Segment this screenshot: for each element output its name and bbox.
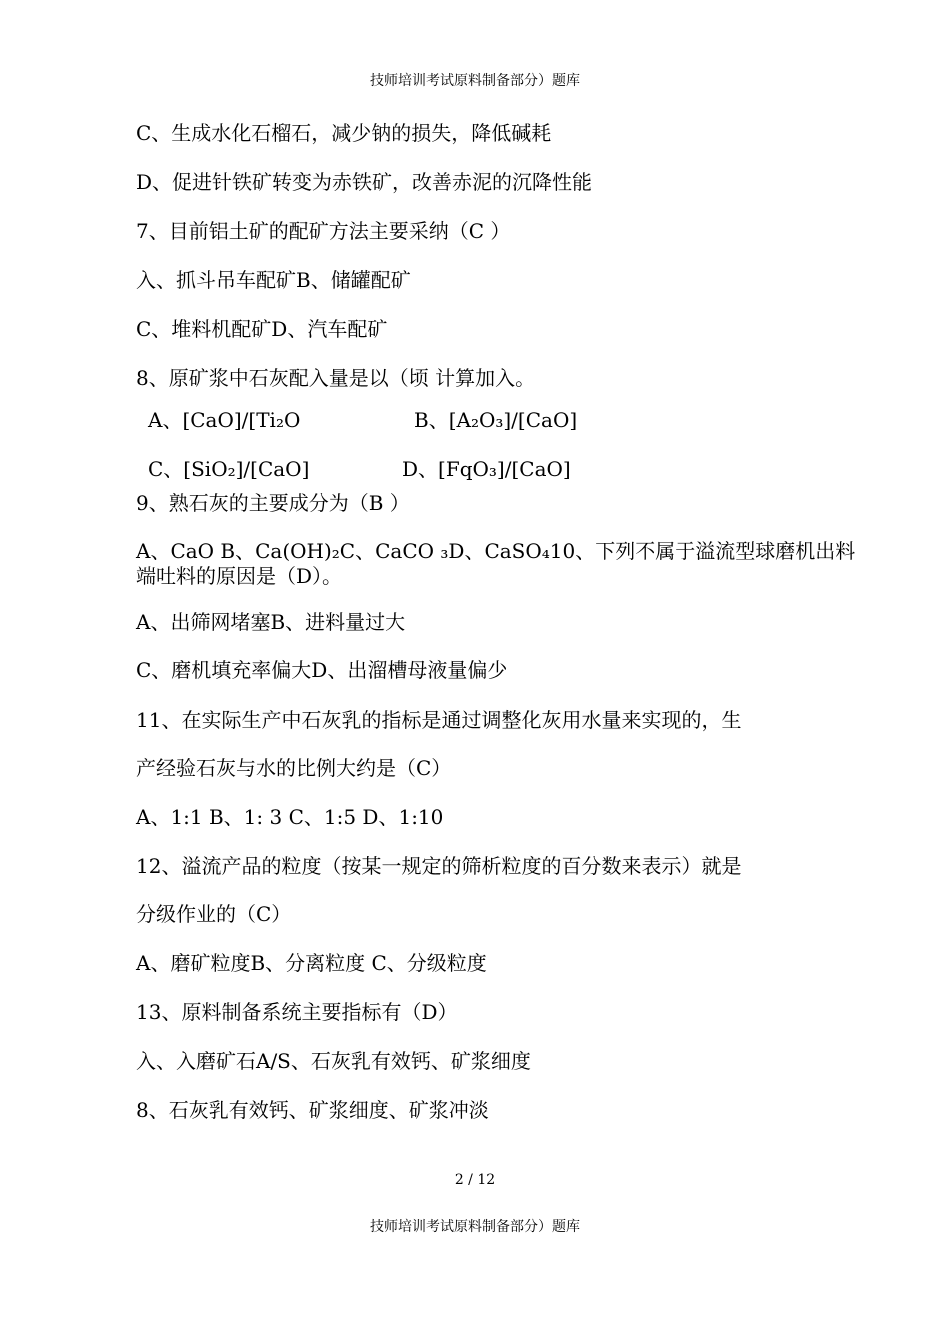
question-line: 端吐料的原因是（D）。	[136, 564, 343, 588]
question-line: 8、原矿浆中石灰配入量是以（顷 计算加入。	[136, 366, 536, 390]
option-line: A、出筛网堵塞B、进料量过大	[136, 610, 406, 634]
question-line: 产经验石灰与水的比例大约是（C）	[136, 756, 452, 780]
option-d: D、[FqO₃]/[CaO]	[402, 457, 571, 481]
option-line: A、CaO B、Ca(OH)₂C、CaCO ₃D、CaSO₄10、下列不属于溢流型球磨机出料	[136, 539, 856, 563]
page-footer: 技师培训考试原料制备部分）题库	[370, 1219, 580, 1235]
page-header: 技师培训考试原料制备部分）题库	[370, 73, 580, 89]
option-line: D、促进针铁矿转变为赤铁矿，改善赤泥的沉降性能	[136, 170, 593, 194]
option-line: C、磨机填充率偏大D、出溜槽母液量偏少	[136, 658, 508, 682]
question-line: 11、在实际生产中石灰乳的指标是通过调整化灰用水量来实现的，生	[136, 708, 742, 732]
question-line: 13、原料制备系统主要指标有（D）	[136, 1000, 458, 1024]
option-line: A、1:1 B、1: 3 C、1:5 D、1:10	[136, 805, 444, 829]
option-line: 8、石灰乳有效钙、矿浆细度、矿浆冲淡	[136, 1098, 489, 1122]
page-number: 2 / 12	[454, 1172, 496, 1188]
option-line: C、堆料机配矿D、汽车配矿	[136, 317, 388, 341]
question-line: 9、熟石灰的主要成分为（B ）	[136, 491, 410, 515]
option-a: A、[CaO]/[Ti₂O	[148, 408, 301, 432]
option-b: B、[A₂O₃]/[CaO]	[414, 408, 578, 432]
question-line: 分级作业的（C）	[136, 902, 292, 926]
option-line: A、磨矿粒度B、分离粒度 C、分级粒度	[136, 951, 487, 975]
option-line: 入、入磨矿石A/S、石灰乳有效钙、矿浆细度	[136, 1049, 531, 1073]
question-line: 7、目前铝土矿的配矿方法主要采纳（C ）	[136, 219, 511, 243]
option-c: C、[SiO₂]/[CaO]	[148, 457, 310, 481]
option-line: 入、抓斗吊车配矿B、储罐配矿	[136, 268, 411, 292]
question-line: 12、溢流产品的粒度（按某一规定的筛析粒度的百分数来表示）就是	[136, 854, 742, 878]
option-line: C、生成水化石榴石，减少钠的损失，降低碱耗	[136, 121, 552, 145]
